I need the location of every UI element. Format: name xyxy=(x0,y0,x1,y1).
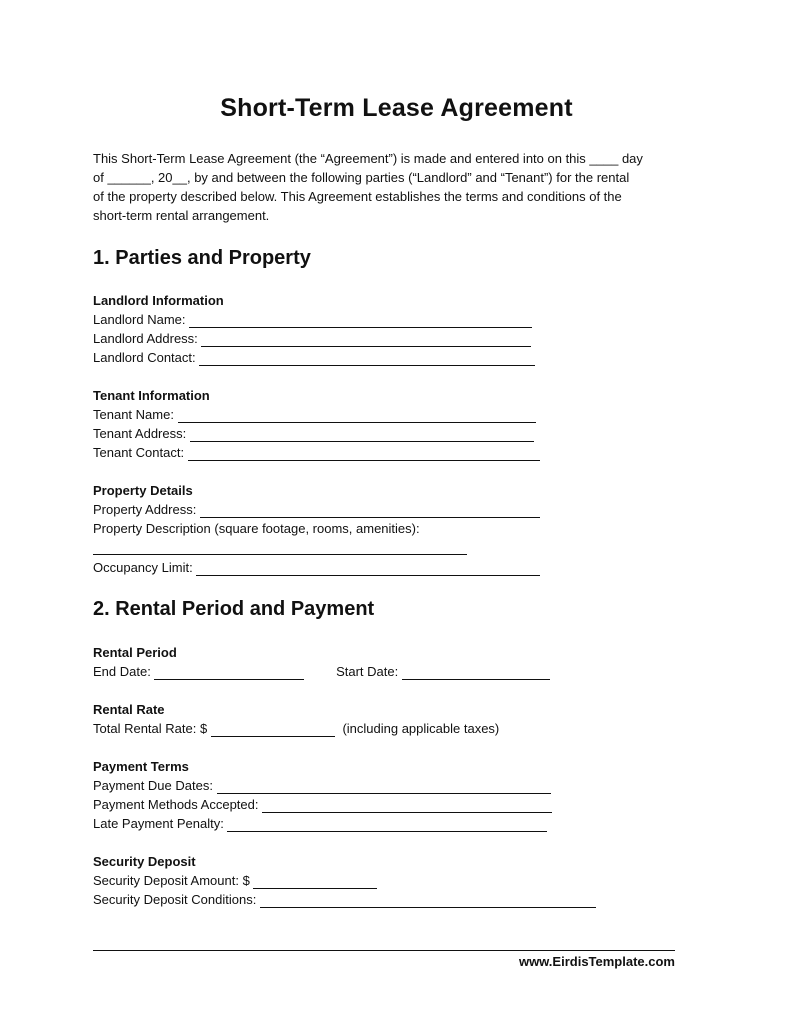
landlord-name-row xyxy=(93,312,532,331)
property-address-label: Property Address: xyxy=(93,502,197,517)
security-deposit-amount-label: Security Deposit Amount: $ xyxy=(93,873,250,888)
landlord-address-label: Landlord Address: xyxy=(93,331,198,346)
occupancy-limit-label: Occupancy Limit: xyxy=(93,560,193,575)
end-date-field[interactable] xyxy=(154,664,304,680)
payment-terms-heading: Payment Terms xyxy=(93,759,189,774)
security-deposit-conditions-row xyxy=(93,892,596,911)
payment-due-dates-label: Payment Due Dates: xyxy=(93,778,213,793)
tenant-name-label: Tenant Name: xyxy=(93,407,174,422)
property-address-field[interactable] xyxy=(200,502,540,518)
tenant-name-row xyxy=(93,407,536,426)
tenant-address-label: Tenant Address: xyxy=(93,426,187,441)
security-deposit-conditions-label: Security Deposit Conditions: xyxy=(93,892,257,907)
landlord-contact-label: Landlord Contact: xyxy=(93,350,196,365)
start-date-label: Start Date: xyxy=(336,664,399,679)
property-description-label: Property Description (square footage, rooms, amenities): xyxy=(93,521,420,536)
section-1-heading: 1. Parties and Property xyxy=(93,247,311,269)
payment-due-dates-row xyxy=(93,778,551,797)
landlord-name-field[interactable] xyxy=(189,312,532,328)
payment-methods-label: Payment Methods Accepted: xyxy=(93,797,259,812)
landlord-contact-field[interactable] xyxy=(199,350,535,366)
rental-period-row xyxy=(93,664,550,683)
tenant-address-field[interactable] xyxy=(190,426,534,442)
intro-line: of ______, 20__, by and between the following parties (“Landlord” and “Tenant”) for the rental xyxy=(93,170,630,185)
payment-due-dates-field[interactable] xyxy=(217,778,551,794)
intro-line: This Short-Term Lease Agreement (the “Agreement”) is made and entered into on this ____ day xyxy=(93,151,643,166)
property-details-heading: Property Details xyxy=(93,483,193,498)
section-2-heading: 2. Rental Period and Payment xyxy=(93,598,375,620)
landlord-info-heading: Landlord Information xyxy=(93,293,224,308)
late-payment-penalty-label: Late Payment Penalty: xyxy=(93,816,224,831)
footer-website: www.EirdisTemplate.com xyxy=(518,954,675,969)
security-deposit-conditions-field[interactable] xyxy=(260,892,596,908)
tenant-info-heading: Tenant Information xyxy=(93,388,210,403)
property-description-row xyxy=(93,521,420,540)
total-rental-rate-label: Total Rental Rate: $ xyxy=(93,721,208,736)
total-rental-rate-field[interactable] xyxy=(211,721,335,737)
rental-period-heading: Rental Period xyxy=(93,645,177,660)
security-deposit-heading: Security Deposit xyxy=(93,854,196,869)
late-payment-penalty-field[interactable] xyxy=(227,816,547,832)
intro-paragraph xyxy=(93,149,703,225)
security-deposit-amount-row xyxy=(93,873,377,892)
landlord-name-label: Landlord Name: xyxy=(93,312,186,327)
tenant-contact-field[interactable] xyxy=(188,445,540,461)
document-title: Short-Term Lease Agreement xyxy=(220,94,573,122)
tenant-contact-label: Tenant Contact: xyxy=(93,445,185,460)
tenant-name-field[interactable] xyxy=(178,407,536,423)
late-payment-penalty-row xyxy=(93,816,547,835)
total-rental-rate-row xyxy=(93,721,499,740)
end-date-label: End Date: xyxy=(93,664,151,679)
property-address-row xyxy=(93,502,540,521)
security-deposit-amount-field[interactable] xyxy=(253,873,377,889)
landlord-address-field[interactable] xyxy=(201,331,531,347)
intro-line: short-term rental arrangement. xyxy=(93,208,270,223)
start-date-field[interactable] xyxy=(402,664,550,680)
occupancy-limit-row xyxy=(93,560,540,579)
tenant-contact-row xyxy=(93,445,540,464)
property-description-field[interactable] xyxy=(93,554,467,555)
rental-rate-heading: Rental Rate xyxy=(93,702,165,717)
intro-line: of the property described below. This Agreement establishes the terms and conditions of the xyxy=(93,189,622,204)
landlord-contact-row xyxy=(93,350,535,369)
occupancy-limit-field[interactable] xyxy=(196,560,540,576)
tenant-address-row xyxy=(93,426,534,445)
payment-methods-row xyxy=(93,797,552,816)
payment-methods-field[interactable] xyxy=(262,797,552,813)
footer-divider xyxy=(93,950,675,951)
landlord-address-row xyxy=(93,331,531,350)
total-rental-rate-suffix: (including applicable taxes) xyxy=(342,721,500,736)
